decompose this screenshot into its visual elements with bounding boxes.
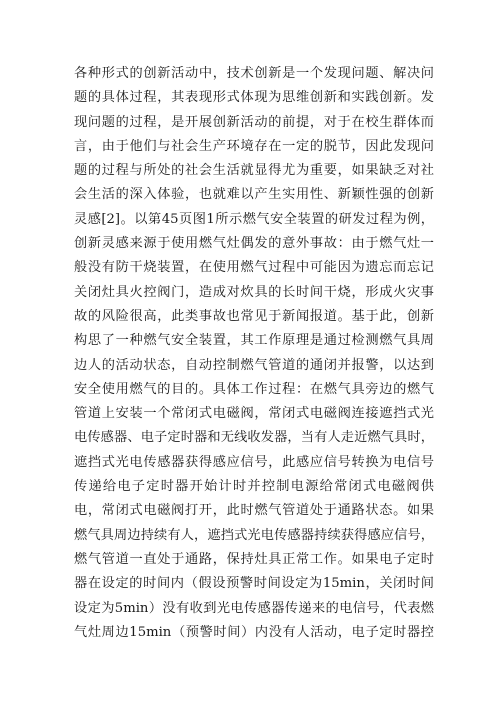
text-line: 题的过程与所处的社会生活就显得尤为重要，如果缺乏对社 xyxy=(74,163,434,179)
body-paragraph xyxy=(74,62,434,645)
text-line: 燃气具周边持续有人，遮挡式光电传感器持续获得感应信号， xyxy=(74,527,434,543)
text-line: 言，由于他们与社会生产环境存在一定的脱节，因此发现问 xyxy=(74,138,434,154)
text-line: 构思了一种燃气安全装置，其工作原理是通过检测燃气具周 xyxy=(74,333,434,349)
text-line: 燃气管道一直处于通路，保持灶具正常工作。如果电子定时 xyxy=(74,551,434,567)
text-line: 关闭灶具火控阀门，造成对炊具的长时间干烧，形成火灾事 xyxy=(74,284,434,300)
text-line: 管道上安装一个常闭式电磁阀，常闭式电磁阀连接遮挡式光 xyxy=(74,406,434,422)
text-line: 安全使用燃气的目的。具体工作过程：在燃气具旁边的燃气 xyxy=(74,381,434,397)
text-line: 故的风险很高，此类事故也常见于新闻报道。基于此，创新 xyxy=(74,308,434,324)
text-line: 各种形式的创新活动中，技术创新是一个发现问题、解决问 xyxy=(74,66,434,81)
text-line: 气灶周边15min（预警时间）内没有人活动，电子定时器控 xyxy=(74,624,434,640)
text-line: 边人的活动状态，自动控制燃气管道的通闭并报警，以达到 xyxy=(74,357,434,373)
text-line: 会生活的深入体验，也就难以产生实用性、新颖性强的创新 xyxy=(74,187,434,203)
text-line: 灵感[2]。以第45页图1所示燃气安全装置的研发过程为例， xyxy=(74,211,434,227)
text-line: 传递给电子定时器开始计时并控制电源给常闭式电磁阀供 xyxy=(74,479,434,495)
text-line: 电，常闭式电磁阀打开，此时燃气管道处于通路状态。如果 xyxy=(74,503,434,519)
text-line: 现问题的过程，是开展创新活动的前提，对于在校生群体而 xyxy=(74,114,434,130)
text-line: 电传感器、电子定时器和无线收发器，当有人走近燃气具时， xyxy=(74,430,434,446)
text-line: 遮挡式光电传感器获得感应信号，此感应信号转换为电信号 xyxy=(74,454,434,470)
text-line: 创新灵感来源于使用燃气灶偶发的意外事故：由于燃气灶一 xyxy=(74,236,434,252)
text-line: 般没有防干烧装置，在使用燃气过程中可能因为遗忘而忘记 xyxy=(74,260,434,276)
text-line: 设定为5min）没有收到光电传感器传递来的电信号，代表燃 xyxy=(74,600,434,616)
text-line: 器在设定的时间内（假设预警时间设定为15min，关闭时间 xyxy=(74,576,434,592)
text-line: 题的具体过程，其表现形式体现为思维创新和实践创新。发 xyxy=(74,90,434,106)
